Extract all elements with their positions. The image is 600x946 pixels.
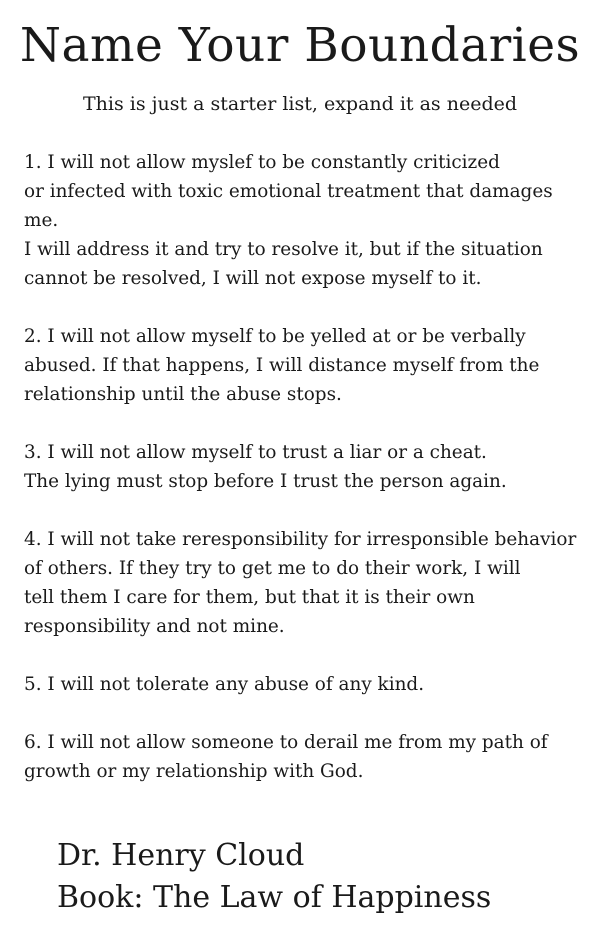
boundary-item-3: 3. I will not allow myself to trust a liar or a cheat. The lying must stop before I trust the person again.: [24, 442, 507, 492]
boundary-item-1: 1. I will not allow mysle​f to be constantly criticized or infected with toxic emotional treatment that damages me. I will address it and try to resolve it, but if the situation cannot be resolved, I will not expose myself to it.: [24, 152, 553, 289]
boundaries-list: [24, 148, 584, 815]
boundary-item-6: 6. I will not allow someone to derail me from my path of growth or my relationship with God.: [24, 732, 548, 782]
book-title: Book: The Law of Happiness: [57, 880, 492, 915]
author-name: Dr. Henry Cloud: [57, 838, 305, 873]
subtitle: This is just a starter list, expand it as needed: [82, 93, 518, 115]
page-title: Name Your Boundaries: [19, 18, 581, 73]
boundary-item-5: 5. I will not tolerate any abuse of any kind.: [24, 674, 425, 695]
boundary-item-2: 2. I will not allow myself to be yelled at or be verbally abused. If that happens, I will distance myself from the relationship until the abuse stops.: [24, 326, 540, 405]
boundary-item-4: 4. I will not take reresponsibility for irresponsible behavior of others. If they try to get me to do their work, I will tell them I care for them, but that it is their own responsibility and not mine.: [24, 529, 577, 637]
